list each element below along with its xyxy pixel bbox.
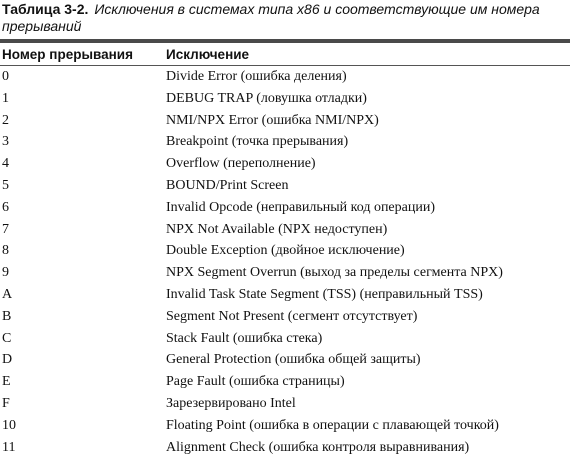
exception-cell: NPX Segment Overrun (выход за пределы сегмента NPX) (166, 265, 503, 281)
interrupt-number-cell: 0 (2, 69, 9, 84)
exception-cell: General Protection (ошибка общей защиты) (166, 352, 421, 368)
table-caption (2, 1, 568, 35)
exception-cell: Зарезервировано Intel (166, 395, 296, 411)
exception-cell: BOUND/Print Screen (166, 177, 289, 193)
interrupt-number-cell: 4 (2, 156, 9, 172)
exception-cell: Overflow (переполнение) (166, 156, 316, 172)
table-row (0, 328, 570, 350)
exception-cell: DEBUG TRAP (ловушка отладки) (166, 90, 367, 106)
interrupt-number-cell: 6 (2, 199, 9, 215)
caption-text: Исключения в системах типа x86 и соответствующие им номера прерываний (2, 1, 540, 34)
table-row (0, 175, 570, 197)
exception-cell: Invalid Task State Segment (TSS) (неправильный TSS) (166, 286, 483, 302)
exception-cell: Breakpoint (точка прерывания) (166, 134, 349, 150)
exception-cell: Alignment Check (ошибка контроля выравнивания) (166, 439, 470, 455)
header-interrupt-number: Номер прерывания (2, 47, 133, 62)
table-row (0, 393, 570, 415)
interrupt-number-cell: D (2, 352, 13, 368)
table-row (0, 66, 570, 88)
table-row (0, 306, 570, 328)
table-row (0, 197, 570, 219)
exception-cell: Double Exception (двойное исключение) (166, 243, 405, 259)
interrupt-number-cell: C (2, 330, 12, 346)
interrupt-number-cell: 7 (2, 221, 9, 237)
table-row (0, 349, 570, 371)
table-top-rule (0, 39, 570, 43)
interrupt-number-cell: 8 (2, 243, 9, 259)
interrupt-number-cell: 11 (2, 439, 16, 455)
table-row (0, 415, 570, 437)
table-row (0, 88, 570, 110)
exception-cell: Invalid Opcode (неправильный код операции) (166, 199, 436, 215)
table-body (0, 66, 570, 458)
interrupt-number-cell: 5 (2, 177, 9, 193)
exception-cell: Divide Error (ошибка деления) (166, 69, 347, 84)
interrupt-number-cell: 10 (2, 417, 16, 433)
table-row (0, 262, 570, 284)
exception-cell: Segment Not Present (сегмент отсутствует) (166, 308, 418, 324)
interrupt-number-cell: 3 (2, 134, 9, 150)
table-row (0, 110, 570, 132)
table-row (0, 131, 570, 153)
exception-cell: NMI/NPX Error (ошибка NMI/NPX) (166, 112, 379, 128)
caption-number: Таблица 3-2. (2, 1, 89, 17)
interrupt-number-cell: F (2, 395, 10, 411)
table-row (0, 153, 570, 175)
exception-cell: NPX Not Available (NPX недоступен) (166, 221, 388, 237)
exception-cell: Page Fault (ошибка страницы) (166, 374, 345, 390)
exception-cell: Stack Fault (ошибка стека) (166, 330, 323, 346)
interrupt-number-cell: 9 (2, 265, 9, 281)
interrupt-number-cell: A (2, 286, 13, 302)
table-row (0, 437, 570, 458)
table-row (0, 240, 570, 262)
interrupt-number-cell: E (2, 374, 11, 390)
interrupt-number-cell: B (2, 308, 12, 324)
interrupt-number-cell: 1 (2, 90, 9, 106)
exception-cell: Floating Point (ошибка в операции с плавающей точкой) (166, 417, 499, 433)
table-header (0, 45, 570, 65)
header-exception: Исключение (166, 47, 250, 62)
table-row (0, 371, 570, 393)
table-row (0, 284, 570, 306)
table-row (0, 219, 570, 241)
interrupt-number-cell: 2 (2, 112, 9, 128)
